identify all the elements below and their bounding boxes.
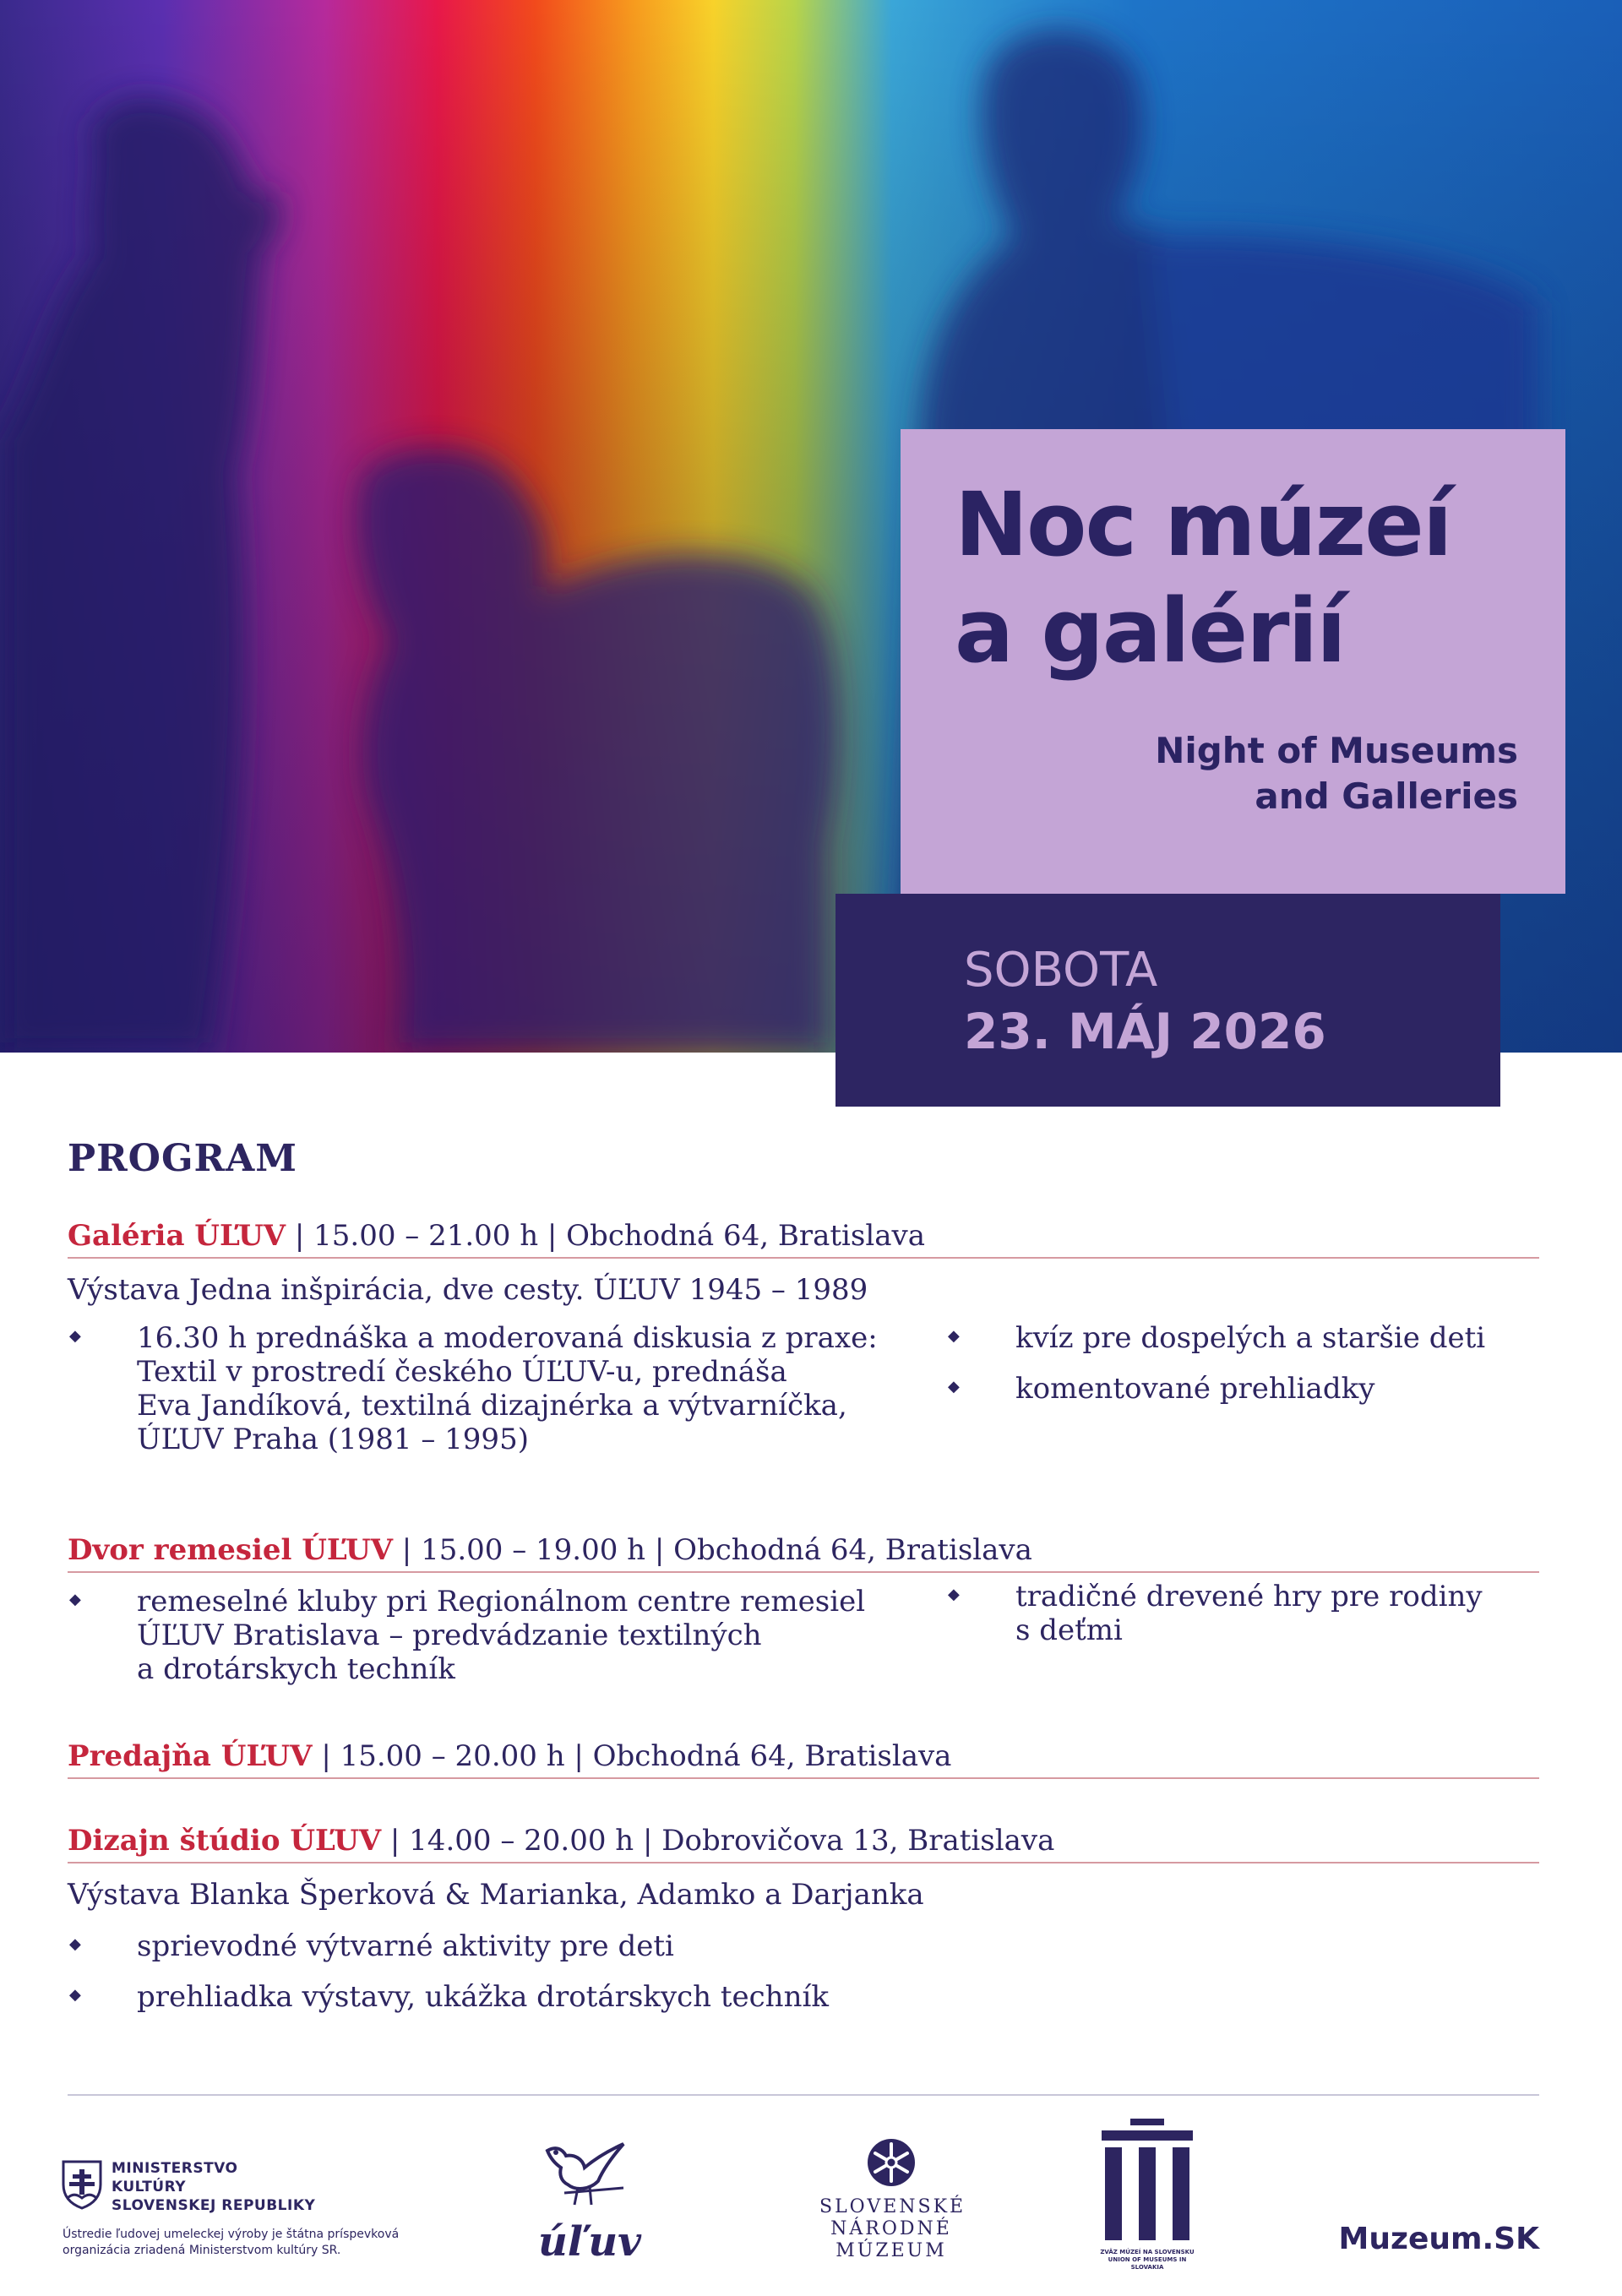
snm-line-1: SLOVENSKÉ <box>819 2196 966 2217</box>
snm-line-2: NÁRODNÉ <box>830 2218 952 2239</box>
bird-icon <box>531 2134 649 2218</box>
venue-predajna <box>68 1737 1539 1779</box>
event-subtitle <box>1155 728 1518 819</box>
ministry-note: Ústredie ľudovej umeleckej výroby je štátna príspevková organizácia zriadená Ministerstvom kultúry SR. <box>63 2228 400 2257</box>
zms-line-2: UNION OF MUSEUMS IN SLOVAKIA <box>1108 2256 1187 2271</box>
venue-header <box>68 1531 1539 1573</box>
venue-header <box>68 1216 1539 1259</box>
bullet-icon: ◆ <box>69 1986 81 2004</box>
event-date: 23. MÁJ 2026 <box>964 1003 1326 1060</box>
bullet-icon: ◆ <box>69 1591 81 1608</box>
list-item: ◆ kvíz pre dospelých a staršie deti <box>948 1321 1486 1355</box>
list-item: ◆ remeselné kluby pri Regionálnom centre remesiel ÚĽUV Bratislava – predvádzanie textilných a drotárskych techník <box>69 1585 866 1686</box>
bullet-icon: ◆ <box>948 1586 960 1603</box>
venue-name: Dizajn štúdio ÚĽUV <box>68 1824 382 1858</box>
list-item: ◆ sprievodné výtvarné aktivity pre deti <box>69 1929 674 1963</box>
subtitle-line-2: and Galleries <box>1255 775 1518 817</box>
title-box <box>901 429 1565 894</box>
bullet-icon: ◆ <box>948 1327 960 1345</box>
snm-line-3: MÚZEUM <box>835 2240 947 2261</box>
uluv-logo <box>531 2134 649 2269</box>
website-link[interactable]: Muzeum.SK <box>1338 2222 1539 2256</box>
venue-details: | 15.00 – 21.00 h | Obchodná 64, Bratislava <box>286 1219 925 1253</box>
footer-divider <box>68 2094 1539 2096</box>
snm-logo <box>819 2135 988 2271</box>
program-heading: PROGRAM <box>68 1137 297 1180</box>
bullet-icon: ◆ <box>948 1378 960 1396</box>
uluv-wordmark: úľuv <box>537 2218 642 2266</box>
zms-line-1: ZVÄZ MÚZEÍ NA SLOVENSKU <box>1100 2249 1195 2255</box>
snowflake-icon <box>819 2135 963 2195</box>
bullet-icon: ◆ <box>69 1935 81 1953</box>
zms-logo <box>1097 2119 1198 2271</box>
venue-details: | 14.00 – 20.00 h | Dobrovičova 13, Bratislava <box>381 1824 1055 1858</box>
venue-galeria <box>68 1216 1539 1482</box>
list-item: ◆ 16.30 h prednáška a moderovaná diskusia z praxe: Textil v prostredí českého ÚĽUV-u, prednáša Eva Jandíková, textilná dizajnérka a výtvarníčka, ÚĽUV Praha (1981 – 1995) <box>69 1321 878 1456</box>
venue-exhibition: Výstava Jedna inšpirácia, dve cesty. ÚĽUV 1945 – 1989 <box>68 1273 868 1307</box>
venue-details: | 15.00 – 20.00 h | Obchodná 64, Bratislava <box>312 1739 952 1773</box>
slovak-coat-of-arms-icon <box>61 2159 103 2210</box>
venue-header <box>68 1737 1539 1779</box>
ministry-line-2: KULTÚRY <box>112 2179 187 2195</box>
venue-details: | 15.00 – 19.00 h | Obchodná 64, Bratislava <box>393 1533 1032 1567</box>
venue-name: Dvor remesiel ÚĽUV <box>68 1533 393 1567</box>
venue-name: Galéria ÚĽUV <box>68 1219 286 1253</box>
event-title-line-1: Noc múzeí <box>955 473 1451 576</box>
venue-header <box>68 1821 1539 1863</box>
subtitle-line-1: Night of Museums <box>1155 730 1518 771</box>
list-item: ◆ prehliadka výstavy, ukážka drotárskych techník <box>69 1980 829 2014</box>
ministry-logo <box>61 2159 449 2257</box>
list-item: ◆ tradičné drevené hry pre rodiny s deťmi <box>948 1580 1483 1647</box>
event-title-line-2: a galérií <box>955 579 1345 683</box>
event-day: SOBOTA <box>964 943 1158 998</box>
list-item: ◆ komentované prehliadky <box>948 1372 1375 1406</box>
columns-icon <box>1097 2119 1198 2245</box>
date-box <box>835 894 1500 1107</box>
ministry-line-3: SLOVENSKEJ REPUBLIKY <box>112 2197 316 2214</box>
venue-dizajn-studio <box>68 1821 1539 2039</box>
venue-exhibition: Výstava Blanka Šperková & Marianka, Adamko a Darjanka <box>68 1878 924 1912</box>
venue-name: Predajňa ÚĽUV <box>68 1739 313 1773</box>
ministry-line-1: MINISTERSTVO <box>112 2160 238 2177</box>
bullet-icon: ◆ <box>69 1327 81 1345</box>
venue-dvor-remesiel <box>68 1531 1539 1703</box>
